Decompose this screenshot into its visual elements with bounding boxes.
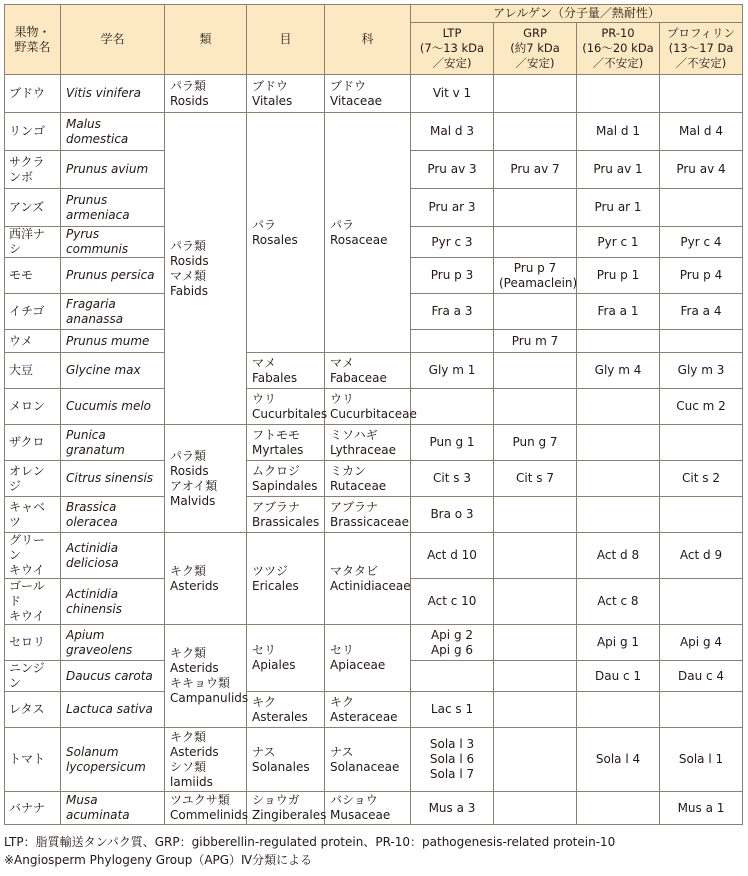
table-row [5, 113, 743, 151]
table-row [5, 353, 743, 389]
scientific-name-cell: Cucumis melo [61, 389, 165, 425]
profilin-cell: Sola l 1 [660, 728, 743, 792]
ltp-cell [411, 661, 494, 692]
pr10-cell: Pru ar 1 [577, 189, 660, 227]
table-row [5, 461, 743, 497]
food-name-cell: レタス [5, 692, 61, 728]
food-name-cell: ゴールド キウイ [5, 579, 61, 625]
grp-cell [494, 625, 577, 661]
order-cell: ウリ Cucurbitales [247, 389, 325, 425]
pr10-cell: Pru av 1 [577, 151, 660, 189]
profilin-cell: Mal d 4 [660, 113, 743, 151]
profilin-cell [660, 189, 743, 227]
ltp-cell: Pun g 1 [411, 425, 494, 461]
grp-cell: Cit s 7 [494, 461, 577, 497]
class-cell: キク類 Asterids シソ類 lamiids [165, 728, 247, 792]
ltp-cell: Lac s 1 [411, 692, 494, 728]
table-row [5, 533, 743, 579]
pr10-cell [577, 461, 660, 497]
food-name-cell: ザクロ [5, 425, 61, 461]
pr10-cell [577, 389, 660, 425]
pr10-cell: Sola l 4 [577, 728, 660, 792]
ltp-cell: Sola l 3 Sola l 6 Sola l 7 [411, 728, 494, 792]
ltp-cell: Act d 10 [411, 533, 494, 579]
ltp-cell: Pru av 3 [411, 151, 494, 189]
profilin-cell: Api g 4 [660, 625, 743, 661]
scientific-name-cell: Prunus persica [61, 258, 165, 294]
family-cell: ミカン Rutaceae [325, 461, 411, 497]
ltp-cell: Pru ar 3 [411, 189, 494, 227]
allergen-table [4, 4, 743, 825]
family-cell: キク Asteraceae [325, 692, 411, 728]
scientific-name-cell: Fragaria ananassa [61, 294, 165, 330]
scientific-name-cell: Malus domestica [61, 113, 165, 151]
family-cell: ウリ Cucurbitaceae [325, 389, 411, 425]
pr10-cell: Dau c 1 [577, 661, 660, 692]
ltp-cell: Act c 10 [411, 579, 494, 625]
family-cell: パラ Rosaceae [325, 113, 411, 353]
table-row [5, 389, 743, 425]
scientific-name-cell: Solanum lycopersicum [61, 728, 165, 792]
food-name-cell: 大豆 [5, 353, 61, 389]
header-class: 類 [165, 5, 247, 75]
grp-cell [494, 497, 577, 533]
header-profilin: プロフィリン (13～17 Da ／不安定) [660, 23, 743, 75]
pr10-cell [577, 330, 660, 353]
order-cell: マメ Fabales [247, 353, 325, 389]
table-row [5, 728, 743, 792]
scientific-name-cell: Daucus carota [61, 661, 165, 692]
header-food: 果物・ 野菜名 [5, 5, 61, 75]
scientific-name-cell: Actinidia chinensis [61, 579, 165, 625]
header-allergen-group: アレルゲン（分子量／熱耐性） [411, 5, 743, 23]
profilin-cell [660, 579, 743, 625]
food-name-cell: セロリ [5, 625, 61, 661]
scientific-name-cell: Citrus sinensis [61, 461, 165, 497]
profilin-cell: Dau c 4 [660, 661, 743, 692]
profilin-cell: Act d 9 [660, 533, 743, 579]
pr10-cell [577, 792, 660, 825]
header-ltp: LTP (7～13 kDa ／安定) [411, 23, 494, 75]
grp-cell [494, 75, 577, 113]
family-cell: ナス Solanaceae [325, 728, 411, 792]
class-cell: パラ類 Rosids マメ類 Fabids [165, 113, 247, 425]
family-cell: セリ Apiaceae [325, 625, 411, 692]
grp-cell [494, 353, 577, 389]
class-cell: キク類 Asterids [165, 533, 247, 625]
pr10-cell [577, 692, 660, 728]
profilin-cell: Pyr c 4 [660, 227, 743, 258]
family-cell: マタタビ Actinidiaceae [325, 533, 411, 625]
ltp-cell: Vit v 1 [411, 75, 494, 113]
profilin-cell: Fra a 4 [660, 294, 743, 330]
scientific-name-cell: Punica granatum [61, 425, 165, 461]
order-cell: ブドウ Vitales [247, 75, 325, 113]
food-name-cell: オレンジ [5, 461, 61, 497]
family-cell: ミソハギ Lythraceae [325, 425, 411, 461]
food-name-cell: バナナ [5, 792, 61, 825]
grp-cell: Pru av 7 [494, 151, 577, 189]
footnote-apg: ※Angiosperm Phylogeny Group（APG）Ⅳ分類による [4, 853, 313, 867]
profilin-cell: Pru p 4 [660, 258, 743, 294]
pr10-cell: Pru p 1 [577, 258, 660, 294]
grp-cell: Pru m 7 [494, 330, 577, 353]
pr10-cell [577, 75, 660, 113]
scientific-name-cell: Pyrus communis [61, 227, 165, 258]
profilin-cell: Cuc m 2 [660, 389, 743, 425]
table-row [5, 692, 743, 728]
grp-cell [494, 728, 577, 792]
profilin-cell: Gly m 3 [660, 353, 743, 389]
ltp-cell: Pyr c 3 [411, 227, 494, 258]
scientific-name-cell: Prunus armeniaca [61, 189, 165, 227]
ltp-cell [411, 389, 494, 425]
table-header [5, 5, 743, 75]
grp-cell [494, 579, 577, 625]
header-family: 科 [325, 5, 411, 75]
profilin-cell [660, 497, 743, 533]
food-name-cell: グリーン キウイ [5, 533, 61, 579]
food-name-cell: サクランボ [5, 151, 61, 189]
profilin-cell [660, 425, 743, 461]
scientific-name-cell: Prunus mume [61, 330, 165, 353]
grp-cell [494, 692, 577, 728]
pr10-cell: Act c 8 [577, 579, 660, 625]
ltp-cell: Gly m 1 [411, 353, 494, 389]
class-cell: キク類 Asterids キキョウ類 Campanulids [165, 625, 247, 728]
pr10-cell: Act d 8 [577, 533, 660, 579]
table-body [5, 75, 743, 825]
order-cell: フトモモ Myrtales [247, 425, 325, 461]
scientific-name-cell: Lactuca sativa [61, 692, 165, 728]
scientific-name-cell: Prunus avium [61, 151, 165, 189]
ltp-cell: Cit s 3 [411, 461, 494, 497]
table-row [5, 625, 743, 661]
food-name-cell: イチゴ [5, 294, 61, 330]
order-cell: アブラナ Brassicales [247, 497, 325, 533]
pr10-cell: Mal d 1 [577, 113, 660, 151]
grp-cell [494, 792, 577, 825]
pr10-cell [577, 425, 660, 461]
ltp-cell: Bra o 3 [411, 497, 494, 533]
profilin-cell [660, 330, 743, 353]
food-name-cell: モモ [5, 258, 61, 294]
header-order: 目 [247, 5, 325, 75]
grp-cell: Pru p 7 (Peamaclein) [494, 258, 577, 294]
food-name-cell: トマト [5, 728, 61, 792]
scientific-name-cell: Actinidia deliciosa [61, 533, 165, 579]
footnote-abbreviations: LTP：脂質輸送タンパク質、GRP：gibberellin-regulated protein、PR-10：pathogenesis-related protein-10 [4, 835, 616, 849]
family-cell: バショウ Musaceae [325, 792, 411, 825]
scientific-name-cell: Vitis vinifera [61, 75, 165, 113]
ltp-cell: Fra a 3 [411, 294, 494, 330]
ltp-cell: Api g 2 Api g 6 [411, 625, 494, 661]
ltp-cell: Mal d 3 [411, 113, 494, 151]
header-grp: GRP (約7 kDa ／安定) [494, 23, 577, 75]
food-name-cell: ウメ [5, 330, 61, 353]
table-row [5, 425, 743, 461]
grp-cell [494, 113, 577, 151]
pr10-cell: Api g 1 [577, 625, 660, 661]
order-cell: ムクロジ Sapindales [247, 461, 325, 497]
family-cell: マメ Fabaceae [325, 353, 411, 389]
grp-cell [494, 661, 577, 692]
grp-cell [494, 533, 577, 579]
food-name-cell: メロン [5, 389, 61, 425]
food-name-cell: ブドウ [5, 75, 61, 113]
profilin-cell [660, 692, 743, 728]
header-scientific-name: 学名 [61, 5, 165, 75]
class-cell: パラ類 Rosids アオイ類 Malvids [165, 425, 247, 533]
order-cell: キク Asterales [247, 692, 325, 728]
grp-cell [494, 389, 577, 425]
family-cell: アブラナ Brassicaceae [325, 497, 411, 533]
ltp-cell: Mus a 3 [411, 792, 494, 825]
food-name-cell: キャベツ [5, 497, 61, 533]
scientific-name-cell: Brassica oleracea [61, 497, 165, 533]
grp-cell: Pun g 7 [494, 425, 577, 461]
ltp-cell [411, 330, 494, 353]
class-cell: ツユクサ類 Commelinids [165, 792, 247, 825]
table-row [5, 75, 743, 113]
grp-cell [494, 189, 577, 227]
order-cell: ショウガ Zingiberales [247, 792, 325, 825]
scientific-name-cell: Glycine max [61, 353, 165, 389]
pr10-cell: Pyr c 1 [577, 227, 660, 258]
profilin-cell: Mus a 1 [660, 792, 743, 825]
food-name-cell: 西洋ナシ [5, 227, 61, 258]
profilin-cell [660, 75, 743, 113]
order-cell: セリ Apiales [247, 625, 325, 692]
table-row [5, 497, 743, 533]
order-cell: ナス Solanales [247, 728, 325, 792]
scientific-name-cell: Musa acuminata [61, 792, 165, 825]
grp-cell [494, 294, 577, 330]
header-pr10: PR-10 (16～20 kDa ／不安定) [577, 23, 660, 75]
order-cell: ツツジ Ericales [247, 533, 325, 625]
family-cell: ブドウ Vitaceae [325, 75, 411, 113]
table-row [5, 792, 743, 825]
order-cell: パラ Rosales [247, 113, 325, 353]
class-cell: パラ類 Rosids [165, 75, 247, 113]
pr10-cell: Fra a 1 [577, 294, 660, 330]
ltp-cell: Pru p 3 [411, 258, 494, 294]
pr10-cell: Gly m 4 [577, 353, 660, 389]
food-name-cell: リンゴ [5, 113, 61, 151]
food-name-cell: ニンジン [5, 661, 61, 692]
pr10-cell [577, 497, 660, 533]
scientific-name-cell: Apium graveolens [61, 625, 165, 661]
profilin-cell: Cit s 2 [660, 461, 743, 497]
grp-cell [494, 227, 577, 258]
profilin-cell: Pru av 4 [660, 151, 743, 189]
food-name-cell: アンズ [5, 189, 61, 227]
